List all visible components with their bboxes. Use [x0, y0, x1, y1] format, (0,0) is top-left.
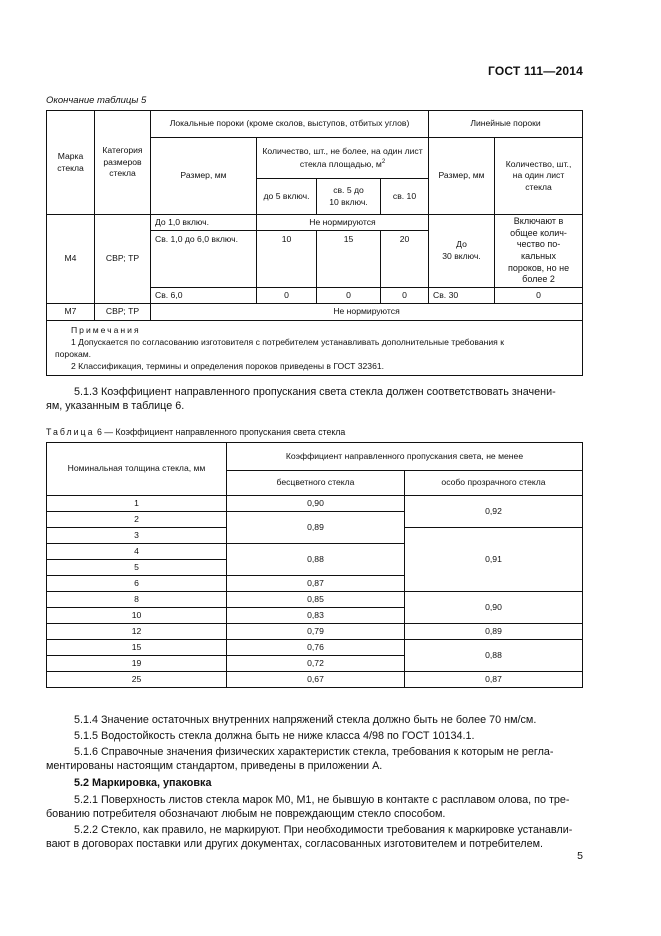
para-5-1-5: 5.1.5 Водостойкость стекла должна быть не ниже класса 4/98 по ГОСТ 10134.1.: [74, 730, 475, 742]
m4-r1-value: Не нормируются: [257, 215, 429, 231]
table-6: Номинальная толщина стекла, мм Коэффициент направленного пропускания света, не менее бесцветного стекла особо прозрачного стекла 1 0,90 0,92 2 0,89 3 0,91 4 0,88 5 6 0,87 8 0,85 0,90 10 0,83 12 0,79 0,89 15 0,76 0,88 19 0,72 25 0,67 0,87: [46, 442, 583, 688]
para-5-1-6: 5.1.6 Справочные значения физических характеристик стекла, требования к которым не регла-: [74, 746, 554, 758]
note-1: 1 Допускается по согласованию изготовителя с потребителем устанавливать дополнительные требования к: [71, 337, 504, 348]
header-local-defects: Локальные пороки (кроме сколов, выступов, отбитых углов): [151, 111, 429, 138]
header-upto5: до 5 включ.: [257, 179, 317, 215]
table-row: 4: [47, 544, 227, 560]
m4-r3-b: 0: [317, 288, 381, 304]
m4-linear-size: До 30 включ.: [429, 215, 495, 288]
table-5: [46, 110, 583, 376]
m4-marka: М4: [47, 215, 95, 304]
section-5-2-title: 5.2 Маркировка, упаковка: [74, 777, 212, 789]
m7-value: Не нормируются: [151, 304, 583, 321]
header-coef: Коэффициент направленного пропускания света, не менее: [227, 443, 583, 471]
m4-r3-linear-count: 0: [495, 288, 583, 304]
header-5to10: св. 5 до 10 включ.: [317, 179, 381, 215]
table-row: 12: [47, 624, 227, 640]
header-linear-defects: Линейные пороки: [429, 111, 583, 138]
m4-r1-size: До 1,0 включ.: [151, 215, 257, 231]
table-row: 25: [47, 672, 227, 688]
table-row: 3: [47, 528, 227, 544]
table-row: 6: [47, 576, 227, 592]
m7-category: СВР; ТР: [95, 304, 151, 321]
header-count-area: Количество, шт., не более, на один лист стекла площадью, $м^2$: [257, 138, 429, 179]
header-colorless: бесцветного стекла: [227, 471, 405, 496]
para-5-1-4: 5.1.4 Значение остаточных внутренних напряжений стекла должно быть не более 70 нм/см.: [74, 714, 537, 726]
m4-r2-c: 20: [381, 231, 429, 288]
table-row: 1: [47, 496, 227, 512]
header-category: Категория размеров стекла: [95, 111, 151, 215]
m4-r3-linear-size: Св. 30: [429, 288, 495, 304]
m4-r2-size: Св. 1,0 до 6,0 включ.: [151, 231, 257, 288]
table-row: 2: [47, 512, 227, 528]
m4-r2-a: 10: [257, 231, 317, 288]
m4-linear-count: Включают в общее колич- чество по- кальных пороков, но не более 2: [495, 215, 583, 288]
m4-r3-c: 0: [381, 288, 429, 304]
header-marka: Марка стекла: [47, 111, 95, 215]
table6-caption: Таблица 6 — Коэффициент направленного пропускания света стекла: [46, 427, 346, 437]
m4-r3-a: 0: [257, 288, 317, 304]
table-row: 19: [47, 656, 227, 672]
para-5-2-2: 5.2.2 Стекло, как правило, не маркируют. При необходимости требования к маркировке устанавли-: [74, 824, 573, 836]
header-size: Размер, мм: [151, 138, 257, 215]
header-thickness: Номинальная толщина стекла, мм: [47, 443, 227, 496]
table5-notes: Примечания 1 Допускается по согласованию изготовителя с потребителем устанавливать дополнительные требования к порокам. 2 Классификация, термины и определения пороков приведены в ГОСТ 32361.: [47, 321, 583, 376]
table-row: 10: [47, 608, 227, 624]
document-id: ГОСТ 111—2014: [487, 64, 583, 78]
page-number: 5: [577, 850, 583, 862]
header-linear-size: Размер, мм: [429, 138, 495, 215]
m4-category: СВР; ТР: [95, 215, 151, 304]
header-over10: св. 10: [381, 179, 429, 215]
table-row: 8: [47, 592, 227, 608]
notes-title: Примечания: [71, 325, 141, 335]
table-row: 5: [47, 560, 227, 576]
m7-marka: М7: [47, 304, 95, 321]
m4-r3-size: Св. 6,0: [151, 288, 257, 304]
para-5-1-3: 5.1.3 Коэффициент направленного пропускания света стекла должен соответствовать значени-: [74, 386, 556, 398]
note-2: 2 Классификация, термины и определения пороков приведены в ГОСТ 32361.: [71, 361, 385, 372]
table-row: 15: [47, 640, 227, 656]
para-5-2-1: 5.2.1 Поверхность листов стекла марок М0, М1, не бывшую в контакте с расплавом олова, по тре-: [74, 794, 570, 806]
header-extra-clear: особо прозрачного стекла: [405, 471, 583, 496]
m4-r2-b: 15: [317, 231, 381, 288]
table5-caption: Окончание таблицы 5: [46, 95, 147, 106]
header-linear-count: Количество, шт., на один лист стекла: [495, 138, 583, 215]
